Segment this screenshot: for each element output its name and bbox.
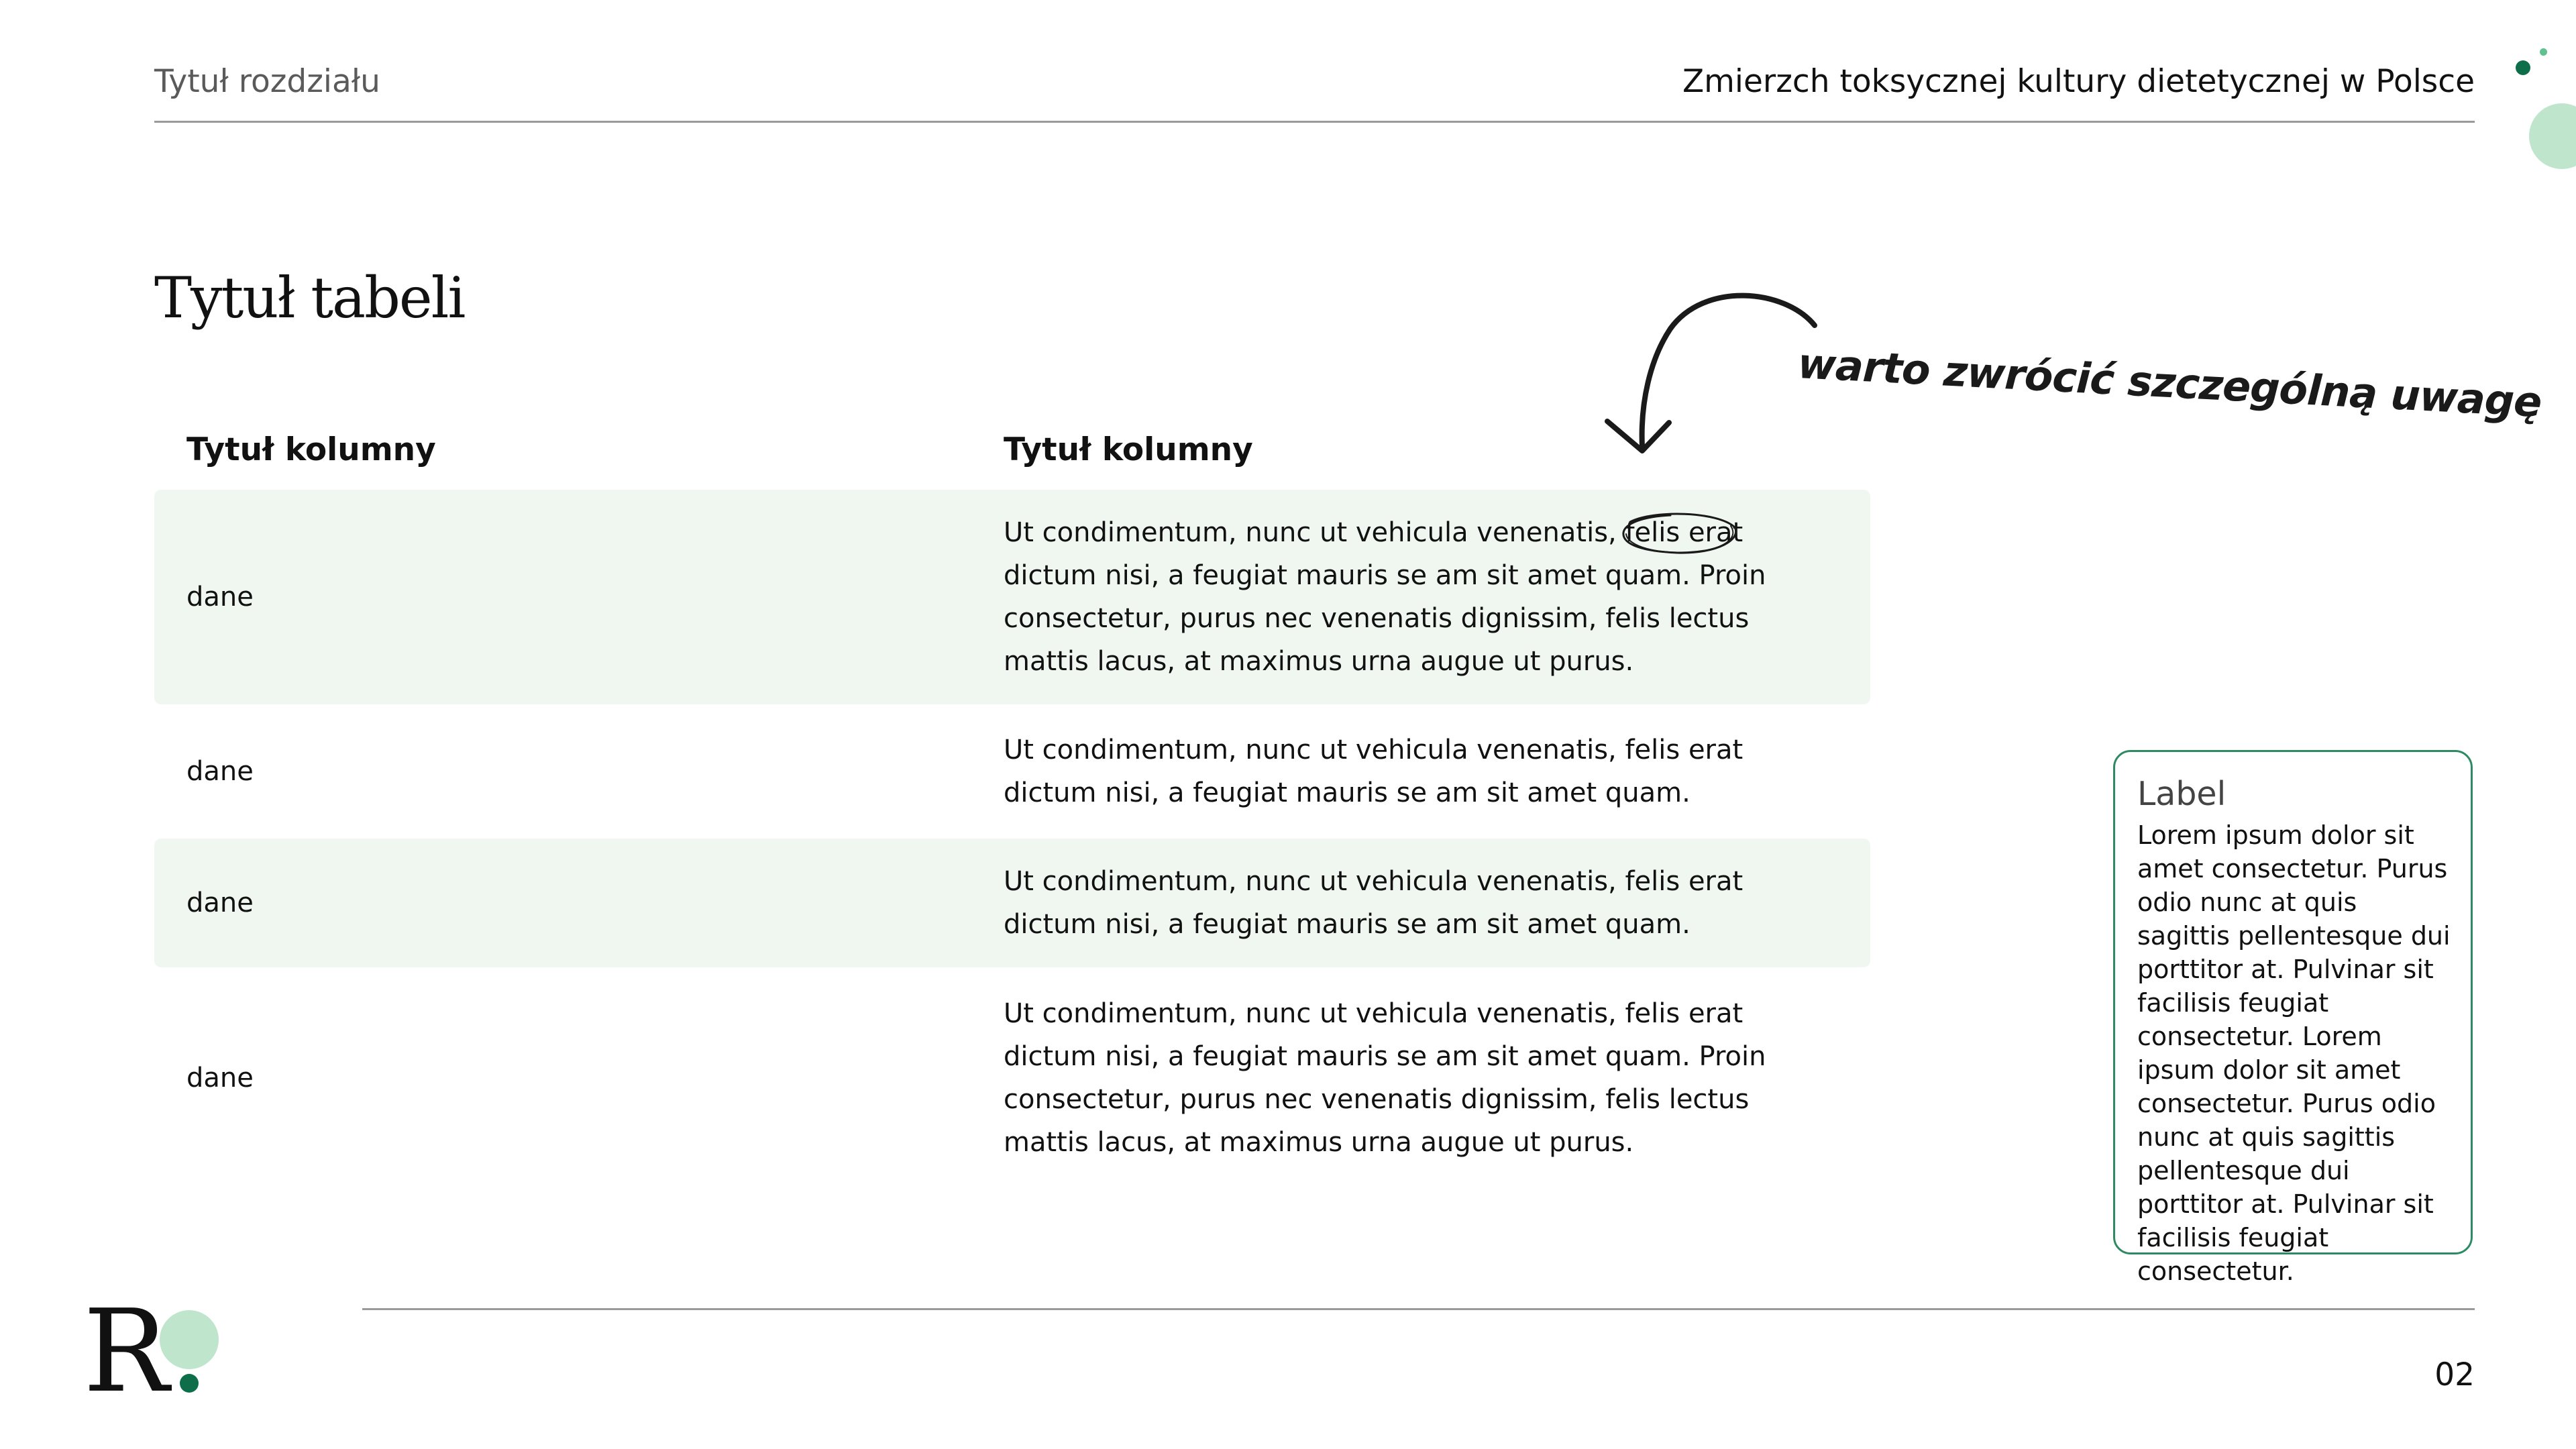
row-text: Ut condimentum, nunc ut vehicula venenatis, felis erat dictum nisi, a feugiat mauris se am sit amet quam. Proin consectetur, purus nec venenatis dignissim, felis lectus mattis lacus, at maximus urna augue ut purus. [1004, 998, 1766, 1158]
header-divider [154, 121, 2475, 123]
card-label: Label [2137, 775, 2226, 813]
logo-dot-icon [180, 1374, 199, 1393]
chapter-title: Tytuł rozdziału [154, 63, 380, 100]
handwritten-note: warto zwrócić szczególną uwagę [1796, 339, 2543, 427]
side-info-card [2113, 750, 2473, 1286]
highlighted-phrase: felis erat [1625, 517, 1743, 548]
column-header: Tytuł kolumny [186, 431, 436, 468]
decorative-circle-icon [2529, 103, 2576, 169]
column-header: Tytuł kolumny [1004, 431, 1253, 468]
table-row [154, 490, 1870, 704]
table-row [154, 839, 1870, 967]
table-title: Tytuł tabeli [154, 265, 465, 331]
row-label: dane [186, 888, 254, 918]
hand-drawn-circle-icon [1617, 507, 1741, 561]
logo-letter: R [83, 1285, 169, 1418]
row-label: dane [186, 582, 254, 612]
hand-drawn-arrow-icon [1597, 288, 1825, 463]
decorative-small-dot-icon [2540, 48, 2547, 56]
row-label: dane [186, 756, 254, 787]
table-row [154, 967, 1870, 1189]
row-text-part: dictum nisi, a feugiat mauris se am sit amet quam. Proin consectetur, purus nec venenatis dignissim, felis lectus mattis lacus, at maximus urna augue ut purus. [1004, 560, 1766, 677]
footer-divider [362, 1308, 2475, 1310]
data-table [154, 409, 1870, 1189]
page-number: 02 [2434, 1356, 2475, 1393]
row-text-part: Ut condimentum, nunc ut vehicula venenatis, [1004, 517, 1625, 548]
row-text: Ut condimentum, nunc ut vehicula venenatis, felis erat dictum nisi, a feugiat mauris se am sit amet quam. [1004, 735, 1743, 808]
document-title: Zmierzch toksycznej kultury dietetycznej w Polsce [1682, 63, 2475, 100]
decorative-dot-icon [2516, 60, 2530, 75]
row-text: Ut condimentum, nunc ut vehicula venenatis, felis erat dictum nisi, a feugiat mauris se am sit amet quam. [1004, 866, 1743, 940]
highlighted-text [1625, 511, 1743, 554]
row-label: dane [186, 1063, 254, 1093]
table-row [154, 704, 1870, 839]
row-text [1004, 511, 1870, 683]
card-body: Lorem ipsum dolor sit amet consectetur. Purus odio nunc at quis sagittis pellentesque dui porttitor at. Pulvinar sit facilisis feugiat consectetur. Lorem ipsum dolor sit amet consectetur. Purus odio nunc at quis sagittis pellentesque dui porttitor at. Pulvinar sit facilisis feugiat consectetur. [2137, 820, 2451, 1286]
